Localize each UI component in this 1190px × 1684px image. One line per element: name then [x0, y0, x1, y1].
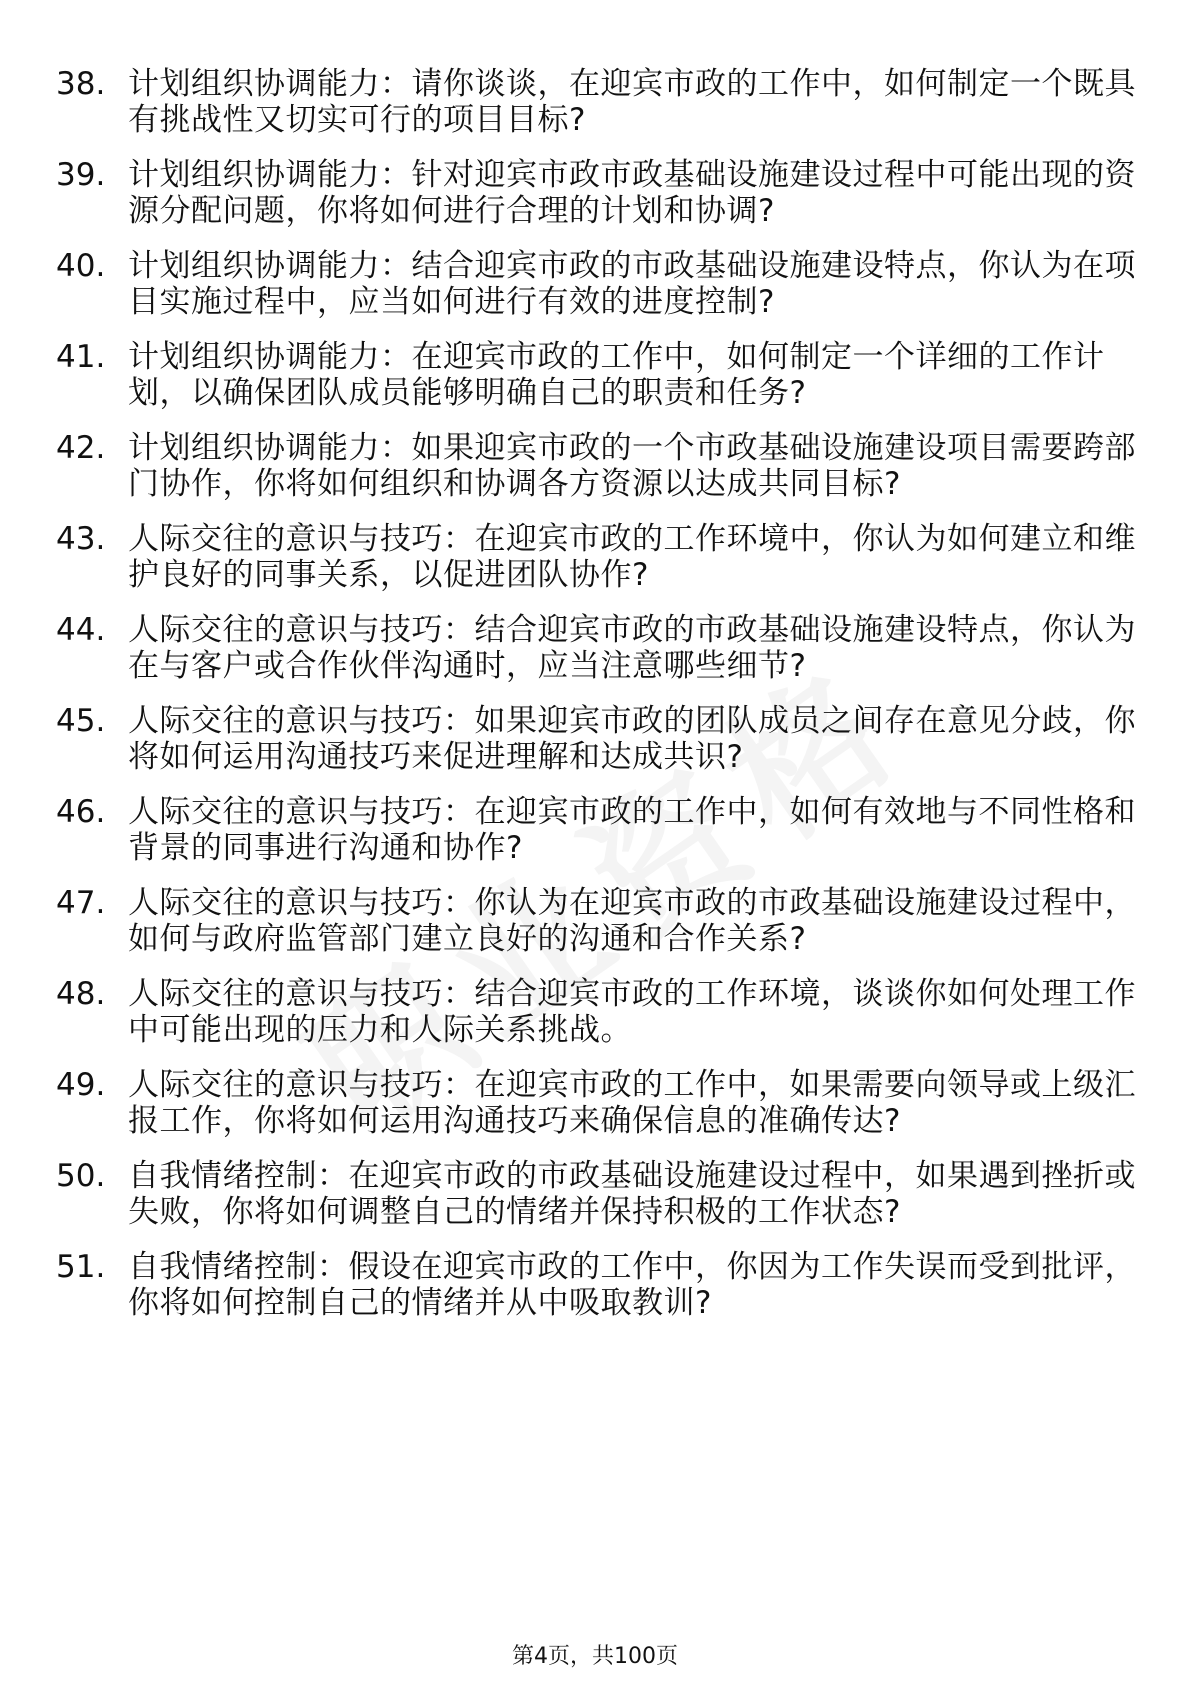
question-number: 39.: [56, 157, 106, 193]
question-text: 人际交往的意识与技巧：结合迎宾市政的工作环境，谈谈你如何处理工作中可能出现的压力和人际关系挑战。: [128, 976, 1136, 1048]
list-item: [56, 521, 1136, 593]
list-item: [56, 1067, 1136, 1139]
question-number: 42.: [56, 430, 106, 466]
list-item: [56, 430, 1136, 502]
question-number: 45.: [56, 703, 106, 739]
question-number: 44.: [56, 612, 106, 648]
question-number: 51.: [56, 1249, 106, 1285]
question-number: 46.: [56, 794, 106, 830]
question-text: 自我情绪控制：假设在迎宾市政的工作中，你因为工作失误而受到批评，你将如何控制自己的情绪并从中吸取教训?: [128, 1249, 1136, 1321]
list-item: [56, 1158, 1136, 1230]
question-text: 计划组织协调能力：结合迎宾市政的市政基础设施建设特点，你认为在项目实施过程中，应当如何进行有效的进度控制?: [128, 248, 1136, 320]
list-item: [56, 66, 1136, 138]
question-number: 43.: [56, 521, 106, 557]
question-text: 人际交往的意识与技巧：在迎宾市政的工作中，如何有效地与不同性格和背景的同事进行沟通和协作?: [128, 794, 1136, 866]
question-number: 47.: [56, 885, 106, 921]
question-text: 计划组织协调能力：如果迎宾市政的一个市政基础设施建设项目需要跨部门协作，你将如何组织和协调各方资源以达成共同目标?: [128, 430, 1136, 502]
question-text: 人际交往的意识与技巧：你认为在迎宾市政的市政基础设施建设过程中，如何与政府监管部门建立良好的沟通和合作关系?: [128, 885, 1136, 957]
list-item: [56, 976, 1136, 1048]
question-text: 计划组织协调能力：请你谈谈，在迎宾市政的工作中，如何制定一个既具有挑战性又切实可行的项目目标?: [128, 66, 1136, 138]
list-item: [56, 885, 1136, 957]
question-text: 人际交往的意识与技巧：结合迎宾市政的市政基础设施建设特点，你认为在与客户或合作伙伴沟通时，应当注意哪些细节?: [128, 612, 1136, 684]
question-list: [56, 66, 1136, 1340]
list-item: [56, 612, 1136, 684]
page-number: 第4页，共100页: [512, 1644, 678, 1669]
question-number: 49.: [56, 1067, 106, 1103]
list-item: [56, 339, 1136, 411]
question-text: 自我情绪控制：在迎宾市政的市政基础设施建设过程中，如果遇到挫折或失败，你将如何调整自己的情绪并保持积极的工作状态?: [128, 1158, 1136, 1230]
question-number: 38.: [56, 66, 106, 102]
list-item: [56, 248, 1136, 320]
question-text: 计划组织协调能力：针对迎宾市政市政基础设施建设过程中可能出现的资源分配问题，你将如何进行合理的计划和协调?: [128, 157, 1136, 229]
list-item: [56, 157, 1136, 229]
question-number: 48.: [56, 976, 106, 1012]
question-text: 计划组织协调能力：在迎宾市政的工作中，如何制定一个详细的工作计划，以确保团队成员能够明确自己的职责和任务?: [128, 339, 1105, 411]
list-item: [56, 703, 1136, 775]
question-text: 人际交往的意识与技巧：在迎宾市政的工作环境中，你认为如何建立和维护良好的同事关系，以促进团队协作?: [128, 521, 1136, 593]
list-item: [56, 794, 1136, 866]
question-number: 40.: [56, 248, 106, 284]
question-text: 人际交往的意识与技巧：如果迎宾市政的团队成员之间存在意见分歧，你将如何运用沟通技巧来促进理解和达成共识?: [128, 703, 1136, 775]
question-number: 50.: [56, 1158, 106, 1194]
question-number: 41.: [56, 339, 106, 375]
question-text: 人际交往的意识与技巧：在迎宾市政的工作中，如果需要向领导或上级汇报工作，你将如何运用沟通技巧来确保信息的准确传达?: [128, 1067, 1136, 1139]
list-item: [56, 1249, 1136, 1321]
